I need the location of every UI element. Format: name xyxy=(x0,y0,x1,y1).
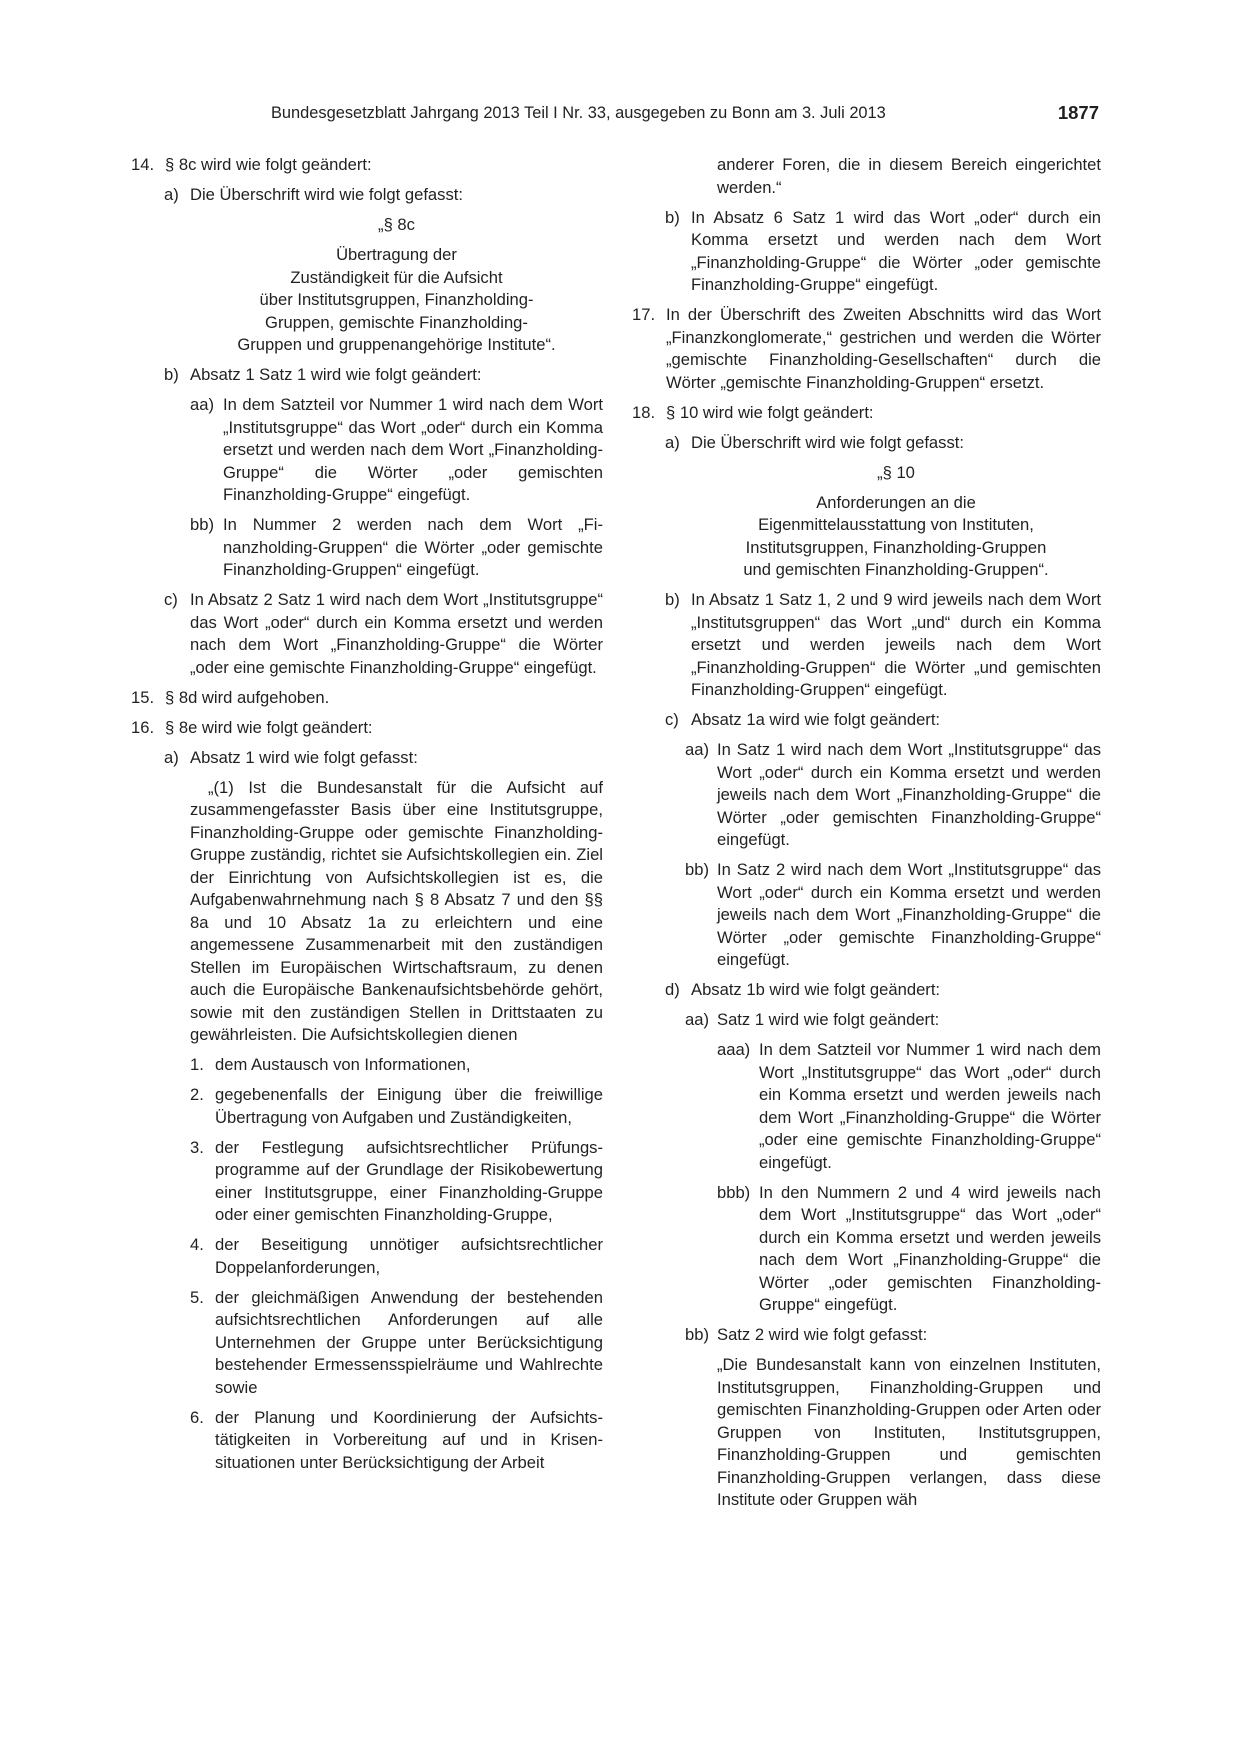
amendment-18c-aa xyxy=(632,739,1101,852)
running-title: Bundesgesetzblatt Jahrgang 2013 Teil I Nr. 33, ausgegeben zu Bonn am 3. Juli 2013 xyxy=(271,104,886,122)
amendment-18d-aa-aaa xyxy=(632,1039,1101,1174)
item-text: In der Überschrift des Zweiten Abschnitts wird das Wort „Finanzkonglomerate,“ gestrichen und werden die Wörter „gemischte Finanzholding-Gesellschaften“ durch die Wörter „gemischte Finanzholding-Gruppen“ ersetzt. xyxy=(666,305,1101,392)
item-label: 14. xyxy=(131,155,155,174)
item-label: 4. xyxy=(190,1235,204,1254)
amendment-14b xyxy=(131,364,603,387)
item-text: In Absatz 1 Satz 1, 2 und 9 wird jeweils nach dem Wort „Institutsgruppen“ das Wort „und“ durch ein Komma ersetzt und werden jeweils nach dem Wort „Finanzholding-Gruppen“ die Wörter „und gemischten Finanzholding-Gruppen“ eingefügt. xyxy=(691,590,1101,699)
item-label: 5. xyxy=(190,1287,204,1307)
quoted-paragraph-8e: „(1) Ist die Bundesanstalt für die Aufsicht auf zusammengefasster Basis über eine Institutsgruppe, Finanzholding-Gruppe oder gemischte Finanzholding-Gruppe zuständig, richtet sie Aufsichtskollegien ein. Ziel der Einrichtung von Aufsichtskollegien ist es, die Aufgabenwahrnehmung nach § 8 Absatz 7 und den §§ 8a und 10 Absatz 1a zu erleichtern und eine angemessene Zusammenarbeit mit den zuständigen Stellen im Europäischen Wirtschaftsraum, zu denen auch die Europäische Bankenaufsichtsbehörde gehört, sowie mit den zuständigen Stellen in Drittstaaten zu gewährleisten. Die Aufsichtskollegien dienen xyxy=(190,777,603,1044)
item-text: Satz 2 wird wie folgt gefasst: xyxy=(717,1325,928,1344)
item-label: 1. xyxy=(190,1055,204,1074)
list-item-2 xyxy=(131,1084,603,1129)
list-item-3 xyxy=(131,1137,603,1227)
heading-number: „§ 10 xyxy=(877,462,915,482)
amendment-18c-bb xyxy=(632,859,1101,972)
item-label: a) xyxy=(164,747,179,767)
amendment-14 xyxy=(131,154,603,177)
item-text: § 8d wird aufgehoben. xyxy=(165,687,330,707)
amendment-14b-bb xyxy=(131,514,603,582)
amendment-16 xyxy=(131,717,603,740)
amendment-18d xyxy=(632,979,1101,1002)
item-label: 16. xyxy=(131,717,155,737)
section-heading-8c xyxy=(131,214,603,357)
amendment-18 xyxy=(632,402,1101,425)
item-text: Die Überschrift wird wie folgt gefasst: xyxy=(691,432,964,452)
amendment-18d-aa xyxy=(632,1009,1101,1032)
item-text: In Nummer 2 werden nach dem Wort „Finanzholding-Gruppen“ die Wörter „oder gemischte Finanzholding-Gruppen“ eingefügt. xyxy=(223,515,603,579)
quoted-sentence-10: „Die Bundesanstalt kann von einzelnen Instituten, Institutsgruppen, Finanzholding-Gruppen und gemischten Finanzholding-Gruppen oder Arten oder Gruppen von Instituten, Institutsgruppen, Finanzholding-Gruppen und gemischten Finanzholding-Gruppen verlangen, dass diese Institute oder Gruppen wäh xyxy=(717,1355,1101,1509)
item-label: aa) xyxy=(685,1010,709,1029)
heading-line: Übertragung der xyxy=(336,245,457,264)
item-text: In den Nummern 2 und 4 wird jeweils nach dem Wort „Institutsgruppe“ das Wort „oder“ durch ein Komma ersetzt und werden jeweils nach dem Wort „Finanzholding-Gruppe“ die Wörter „oder gemischten Finanzholding-Gruppe“ eingefügt. xyxy=(759,1182,1101,1314)
item-text: In Absatz 2 Satz 1 wird nach dem Wort „Institutsgruppe“ das Wort „oder“ durch ein Komma ersetzt und werden nach dem Wort „Finanzholding-Gruppe“ die Wörter „oder eine gemischte Finanzholding-Gruppe“ eingefügt. xyxy=(190,590,603,677)
amendment-18b xyxy=(632,589,1101,702)
item-label: 18. xyxy=(632,402,656,422)
item-text: gegebenenfalls der Einigung über die freiwillige Übertragung von Aufgaben und Zuständigkeiten, xyxy=(215,1085,603,1127)
item-label: aa) xyxy=(190,395,214,414)
item-text: In Satz 1 wird nach dem Wort „Institutsgruppe“ das Wort „oder“ durch ein Komma ersetzt und werden jeweils nach dem Wort „Finanzholding-Gruppe“ die Wörter „oder gemischten Finanzholding-Gruppe“ eingefügt. xyxy=(717,740,1101,849)
item-label: c) xyxy=(665,710,679,729)
heading-line: Institutsgruppen, Finanzholding-Gruppen xyxy=(745,537,1047,557)
item-text: der gleichmäßigen Anwendung der bestehenden aufsichtsrechtlichen Anforderungen auf alle Unternehmen der Gruppe unter Berücksichtigung bestehender Ermessensspielräume und Wahlrechte sowie xyxy=(215,1287,603,1397)
item-text: Satz 1 wird wie folgt geändert: xyxy=(717,1010,940,1029)
item-text: § 8c wird wie folgt geändert: xyxy=(165,155,372,174)
item-text: § 10 wird wie folgt geändert: xyxy=(666,402,874,422)
heading-line: und gemischten Finanzholding-Gruppen“. xyxy=(743,560,1049,579)
amendment-16a xyxy=(131,747,603,770)
list-item-6-continued xyxy=(632,154,1101,199)
item-text: der Festlegung aufsichtsrechtlicher Prüfungsprogramme auf der Grundlage der Risikobewertung einer Institutsgruppe, einer Finanzholding-Gruppe oder einer gemischten Finanzholding-Gruppe, xyxy=(215,1137,603,1224)
item-label: b) xyxy=(665,207,680,227)
item-label: a) xyxy=(665,432,680,452)
item-label: bbb) xyxy=(717,1182,751,1202)
list-item-1 xyxy=(131,1054,603,1077)
heading-line: über Institutsgruppen, Finanzholding- xyxy=(259,290,534,309)
item-text: dem Austausch von Informationen, xyxy=(215,1055,471,1074)
list-item-5 xyxy=(131,1287,603,1400)
item-text: anderer Foren, die in diesem Bereich eingerichtet werden.“ xyxy=(717,155,1101,197)
right-column xyxy=(632,154,1101,1512)
amendment-17 xyxy=(632,304,1101,394)
item-label: 15. xyxy=(131,687,155,707)
heading-line: Gruppen, gemischte Finanzholding- xyxy=(265,312,528,332)
item-text: In Absatz 6 Satz 1 wird das Wort „oder“ durch ein Komma ersetzt und werden nach dem Wort „Finanzholding-Gruppe“ die Wörter „oder gemischte Finanzholding-Gruppe“ eingefügt. xyxy=(691,207,1101,294)
amendment-18a xyxy=(632,432,1101,455)
item-text: § 8e wird wie folgt geändert: xyxy=(165,717,373,737)
list-item-4 xyxy=(131,1234,603,1279)
item-label: c) xyxy=(164,590,178,609)
heading-line: Zuständigkeit für die Aufsicht xyxy=(290,267,503,287)
item-label: bb) xyxy=(190,515,214,534)
list-item-6 xyxy=(131,1407,603,1475)
heading-line: Gruppen und gruppenangehörige Institute“. xyxy=(237,335,556,354)
item-text: In Satz 2 wird nach dem Wort „Institutsgruppe“ das Wort „oder“ durch ein Komma ersetzt und werden jeweils nach dem Wort „Finanzholding-Gruppe“ die Wörter „oder gemischte Finanzholding-Gruppe“ eingefügt. xyxy=(717,860,1101,969)
section-heading-10 xyxy=(632,462,1101,582)
heading-line: Eigenmittelausstattung von Instituten, xyxy=(758,515,1034,534)
item-text: Absatz 1 wird wie folgt gefasst: xyxy=(190,747,418,767)
item-text: Absatz 1 Satz 1 wird wie folgt geändert: xyxy=(190,365,482,384)
item-text: Absatz 1b wird wie folgt geändert: xyxy=(691,980,941,999)
item-text: Die Überschrift wird wie folgt gefasst: xyxy=(190,185,463,204)
heading-number: „§ 8c xyxy=(378,215,415,234)
item-label: aa) xyxy=(685,740,709,759)
amendment-14b-aa xyxy=(131,394,603,507)
item-text: Absatz 1a wird wie folgt geändert: xyxy=(691,710,941,729)
item-label: bb) xyxy=(685,1325,709,1344)
item-label: 6. xyxy=(190,1407,204,1427)
page-number: 1877 xyxy=(1057,102,1099,123)
item-text: In dem Satzteil vor Nummer 1 wird nach dem Wort „Institutsgruppe“ das Wort „oder“ durch ein Komma ersetzt und werden jeweils nach dem Wort „Finanzholding-Gruppe“ die Wörter „oder eine gemischte Finanzholding-Gruppe“ eingefügt. xyxy=(759,1040,1101,1172)
amendment-16b xyxy=(632,207,1101,297)
item-label: a) xyxy=(164,185,179,204)
item-label: 17. xyxy=(632,305,656,324)
heading-line: Anforderungen an die xyxy=(816,492,976,512)
amendment-14a xyxy=(131,184,603,207)
amendment-18d-aa-bbb xyxy=(632,1182,1101,1317)
item-label: 3. xyxy=(190,1137,204,1157)
item-label: 2. xyxy=(190,1085,204,1104)
item-text: der Planung und Koordinierung der Aufsichtstätigkeiten in Vorbereitung auf und in Krisensituationen unter Berücksichtigung der Arbeit xyxy=(215,1407,603,1472)
left-column xyxy=(131,154,603,1474)
item-label: b) xyxy=(164,365,179,384)
amendment-15 xyxy=(131,687,603,710)
item-label: bb) xyxy=(685,860,709,879)
amendment-18c xyxy=(632,709,1101,732)
item-text: der Beseitigung unnötiger aufsichtsrechtlicher Doppelanforderungen, xyxy=(215,1235,603,1277)
item-label: d) xyxy=(665,980,680,999)
amendment-18d-bb xyxy=(632,1324,1101,1347)
item-label: aaa) xyxy=(717,1040,751,1059)
page-header xyxy=(271,103,1099,127)
item-text: In dem Satzteil vor Nummer 1 wird nach dem Wort „Institutsgruppe“ das Wort „oder“ durch ein Komma ersetzt und werden nach dem Wort „Finanzholding-Gruppe“ die Wörter „oder gemischten Finanzholding-Gruppe“ eingefügt. xyxy=(223,395,603,504)
amendment-14c xyxy=(131,589,603,679)
item-label: b) xyxy=(665,590,680,609)
